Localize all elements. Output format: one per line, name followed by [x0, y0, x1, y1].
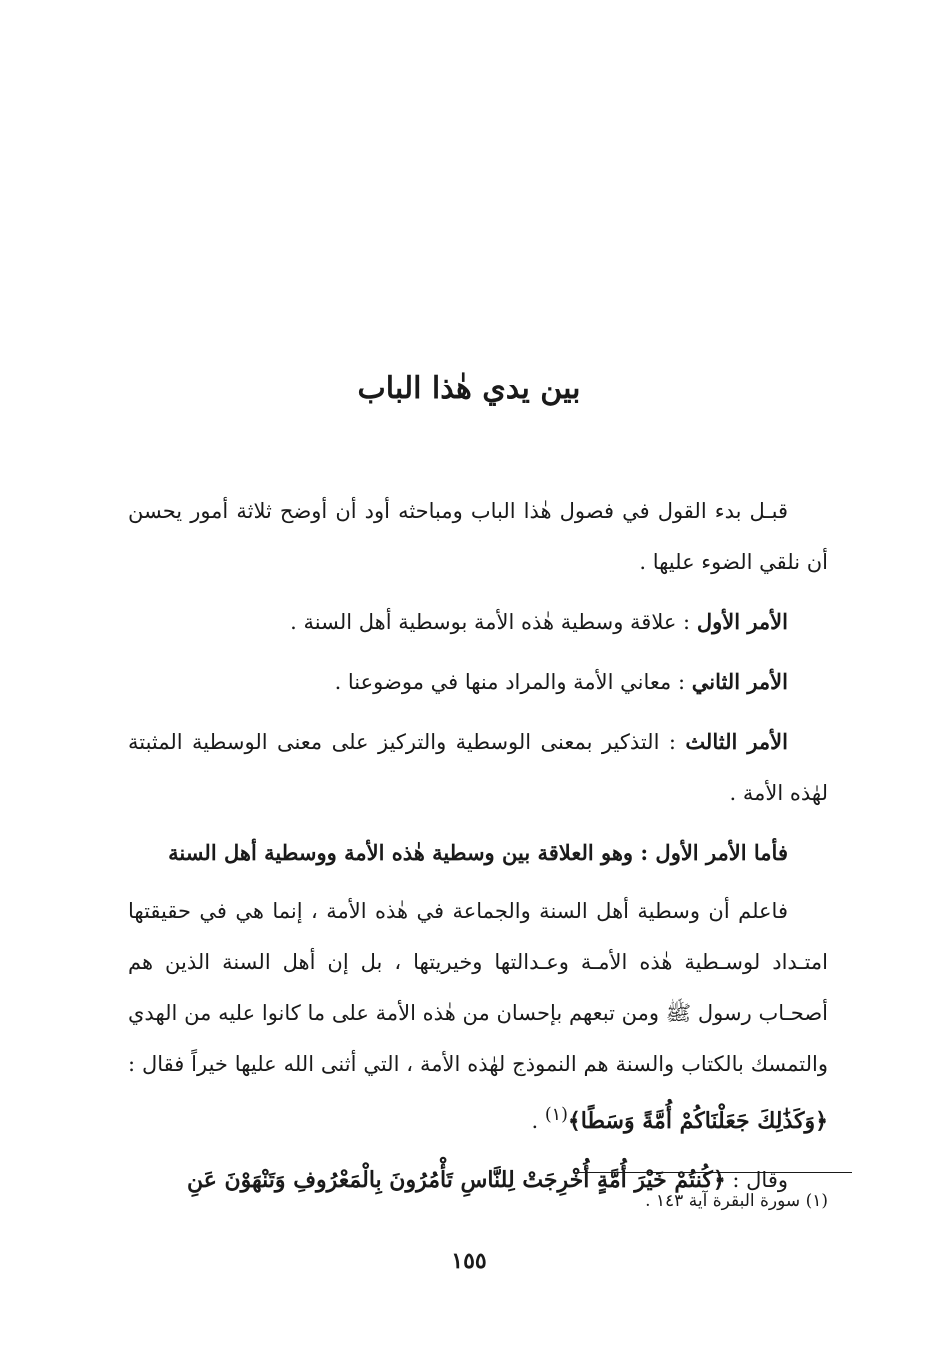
footnote-ref-1: (١)	[544, 1105, 568, 1125]
item-third	[128, 716, 828, 819]
main-paragraph-text: فاعلم أن وسطية أهل السنة والجماعة في هٰذه الأمة ، إنما هي في حقيقتها امتـداد لوسـطية هٰذه الأمـة وعـدالتها وخيريتها ، بل إن أهل السنة الذين هم أصحـاب رسول ﷺ ومن تبعهم بإحسان من هٰذه الأمة على ما كانوا عليه من الهدي والتمسك بالكتاب والسنة هم النموذج لهٰذه الأمة ، التي أثنى الله عليها خيراً فقال :	[128, 899, 828, 1076]
quran-verse-1: ﴿وَكَذَٰلِكَ جَعَلْنَاكُمْ أُمَّةً وَسَطًا﴾	[567, 1108, 828, 1134]
footnote: (١) سورة البقرة آية ١٤٣ .	[645, 1191, 828, 1211]
main-paragraph	[128, 886, 828, 1147]
item-first-text: : علاقة وسطية هٰذه الأمة بوسطية أهل السنة .	[290, 610, 691, 634]
intro-paragraph: قبـل بدء القول في فصول هٰذا الباب ومباحثه أود أن أوضح ثلاثة أمور يحسن أن نلقي الضوء عليها .	[128, 499, 828, 574]
said-label: وقال :	[732, 1168, 788, 1192]
footnote-divider	[578, 1172, 852, 1173]
item-second-text: : معاني الأمة والمراد منها في موضوعنا .	[334, 670, 686, 694]
verse-1-end: .	[531, 1109, 545, 1133]
item-first-label: الأمر الأول	[696, 609, 788, 634]
page-title: بين يدي هٰذا الباب	[357, 371, 581, 406]
page-body	[128, 486, 828, 1206]
item-third-label: الأمر الثالث	[685, 729, 788, 754]
page-number: ١٥٥	[451, 1248, 487, 1274]
item-second	[128, 656, 828, 708]
item-second-label: الأمر الثاني	[691, 669, 788, 694]
quran-verse-2: ﴿كُنتُمْ خَيْرَ أُمَّةٍ أُخْرِجَتْ لِلنَّاسِ تَأْمُرُونَ بِالْمَعْرُوفِ وَتَنْهَوْنَ عَنِ	[186, 1167, 726, 1193]
item-first	[128, 596, 828, 648]
section-heading: فأما الأمر الأول : وهو العلاقة بين وسطية هٰذه الأمة ووسطية أهل السنة	[168, 840, 788, 865]
item-third-text: : التذكير بمعنى الوسطية والتركيز على معنى الوسطية المثبتة لهٰذه الأمة .	[128, 730, 828, 805]
